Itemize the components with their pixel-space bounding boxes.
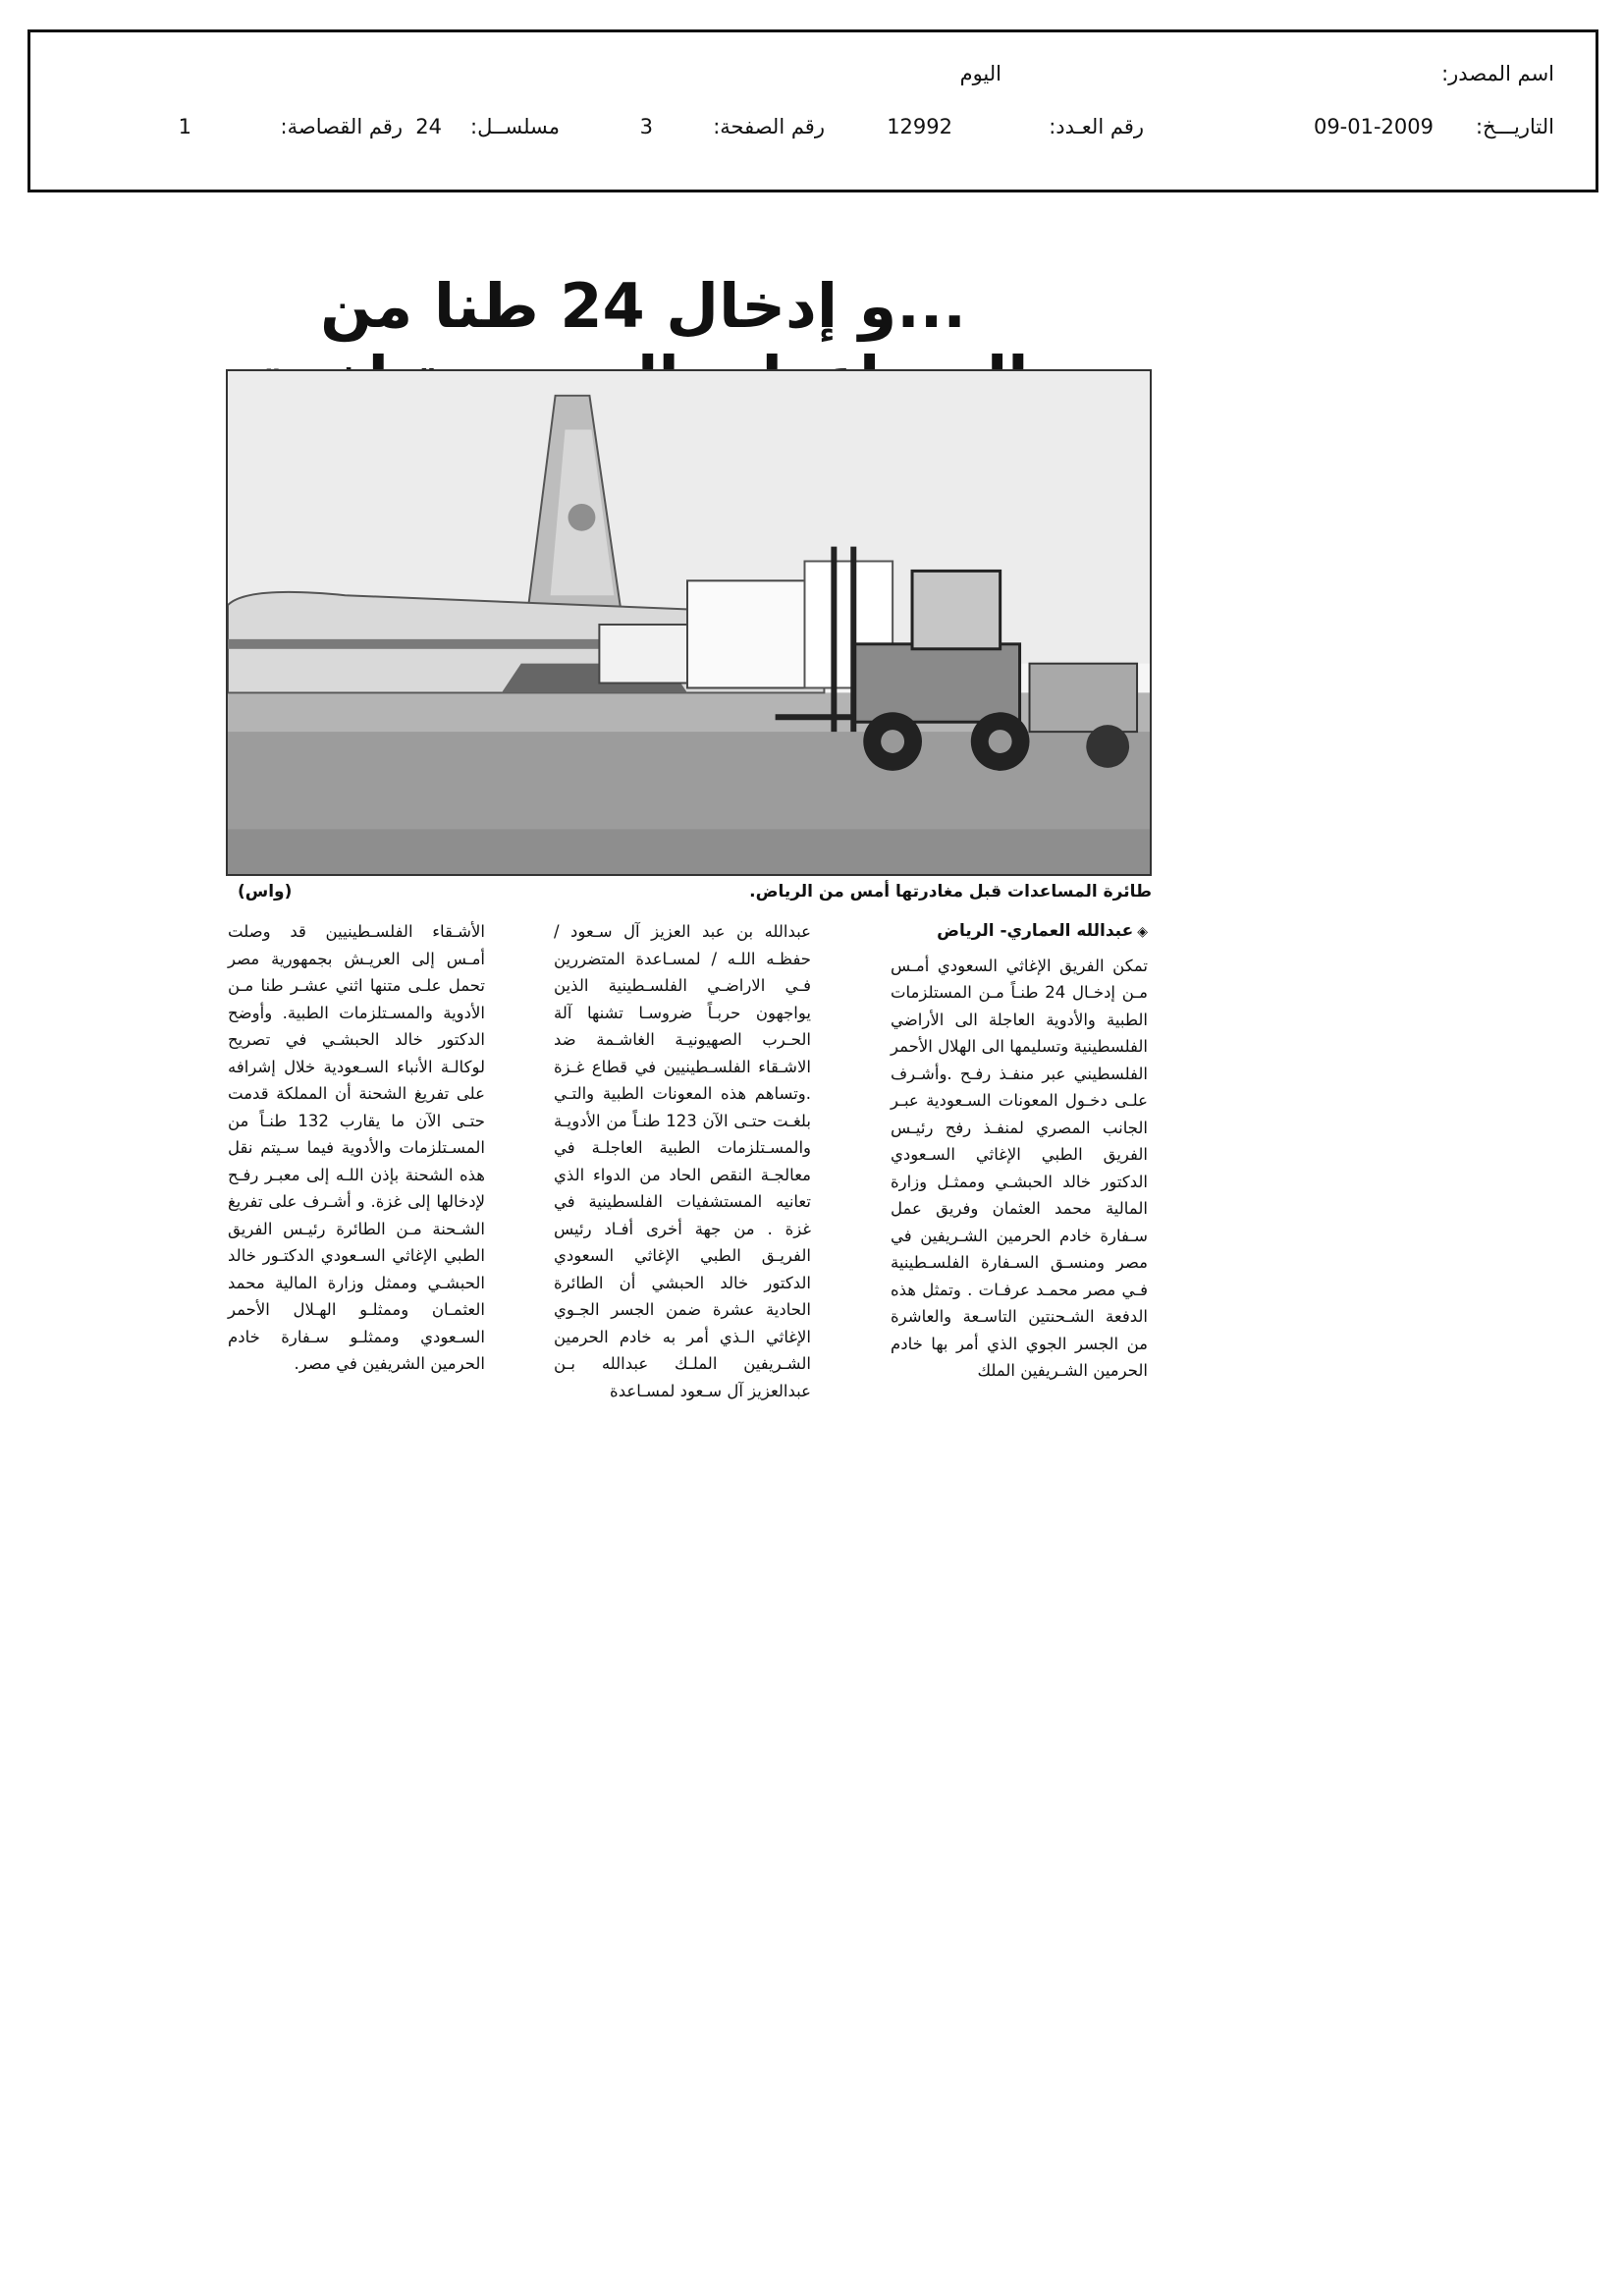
source-label: اسم المصدر: — [1441, 62, 1554, 85]
column-2-text: عبدالله بن عبد العزيز آل سـعود / حفظـه اللـه / لمسـاعدة المتضررين فـي الاراضـي الفلسـطينية الذين يواجهون حربـاً ضروسـا تشنها آلة الحـرب الصهيونيـة الغاشـمة ضد الاشـقاء الفلسـطينيين في قطاع غـزة .وتساهم هذه المعونات الطبية والتـي بلغـت حتـى الآن 123 طنـاً من الأدويـة والمسـتلزمات الطبية العاجلـة في معالجـة النقص الحاد من الدواء الذي تعانيه المستشفيات الفلسطينية في غزة . من جهة أخرى أفـاد رئيس الفريـق الطبي الإغاثي السعودي الدكتور خالد الحبشي أن الطائرة الحادية عشرة ضمن الجسر الجـوي الإغاثي الـذي أمر به خادم الحرمين الشـريفين الملـك عبدالله بـن عبدالعزيز آل سـعود لمسـاعدة — [554, 922, 811, 1400]
byline — [891, 918, 1148, 947]
serial-label: مسلســل: — [470, 115, 560, 138]
column-3-text: الأشـقاء الفلسـطينيين قد وصلت أمـس إلى العريـش بجمهورية مصر تحمل علـى متنها اثني عشـر طنا مـن الأدوية والمسـتلزمات الطبية. وأوضح الدكتور خالد الحبشـي في تصريح لوكالـة الأنباء السـعودية خلال إشرافه على تفريغ الشحنة أن المملكة قدمت حتـى الآن ما يقارب 132 طنـاً من المسـتلزمات والأدوية فيما سـيتم نقل هذه الشحنة بإذن اللـه إلى معبـر رفـح لإدخالها إلى غزة. و أشـرف على تفريغ الشـحنة مـن الطائرة رئيـس الفريق الطبي الإغاثي السـعودي الدكتـور خالد الحبشـي وممثل وزارة المالية محمد العثمـان وممثلـو الهـلال الأحمر السـعودي وممثلـو سـفارة خادم الحرمين الشريفين في مصر. — [228, 922, 485, 1373]
column-1-text: تمكن الفريق الإغاثي السعودي أمـس مـن إدخـال 24 طنـاً مـن المستلزمات الطبية والأدوية العاجلة الى الأراضي الفلسطينية وتسليمها الى الهلال الأحمر الفلسطيني عبر منفـذ رفـح .وأشـرف علـى دخـول المعونات السـعودية عبـر الجانب المصري لمنفـذ رفح رئيـس الفريق الطبي الإغاثي السـعودي الدكتور خالد الحبشـي وممثـل وزارة المالية محمد العثمان وفريق عمل سـفارة خادم الحرمين الشـريفين في مصر ومنسـق السـفارة الفلسـطينية فـي مصر محمـد عرفـات . وتمثل هذه الدفعة الشـحنتين التاسـعة والعاشرة من الجسر الجوي الذي أمر بها خادم الحرمين الشـريفين الملك — [891, 956, 1148, 1380]
photo-caption-row — [226, 880, 1152, 909]
serial-value: 24 — [415, 115, 442, 138]
photo-caption: طائرة المساعدات قبل مغادرتها أمس من الرياض. — [749, 882, 1152, 902]
article-column-2 — [554, 918, 811, 1404]
issue-value: 12992 — [887, 115, 952, 138]
diamond-icon: ◈ — [1137, 924, 1148, 940]
article-column-1 — [891, 918, 1148, 1385]
article-column-3 — [228, 918, 485, 1378]
clipping-header-box — [27, 29, 1598, 192]
clip-value: 1 — [178, 115, 191, 138]
cargo-plane-forklift-photo — [228, 371, 1150, 874]
photo-credit: (واس) — [238, 882, 293, 902]
date-value: 09-01-2009 — [1313, 115, 1434, 138]
issue-label: رقم العـدد: — [1049, 115, 1144, 138]
page-label: رقم الصفحة: — [713, 115, 825, 138]
source-value: اليوم — [959, 62, 1001, 85]
article-photo — [226, 369, 1152, 876]
byline-text: عبدالله العماري- الرياض — [937, 921, 1134, 941]
date-label: التاريـــخ: — [1475, 115, 1554, 138]
article-headline: ...و إدخال 24 طنا من — [320, 270, 966, 342]
clip-label: رقم القصاصة: — [280, 115, 403, 138]
page-value: 3 — [639, 115, 653, 138]
